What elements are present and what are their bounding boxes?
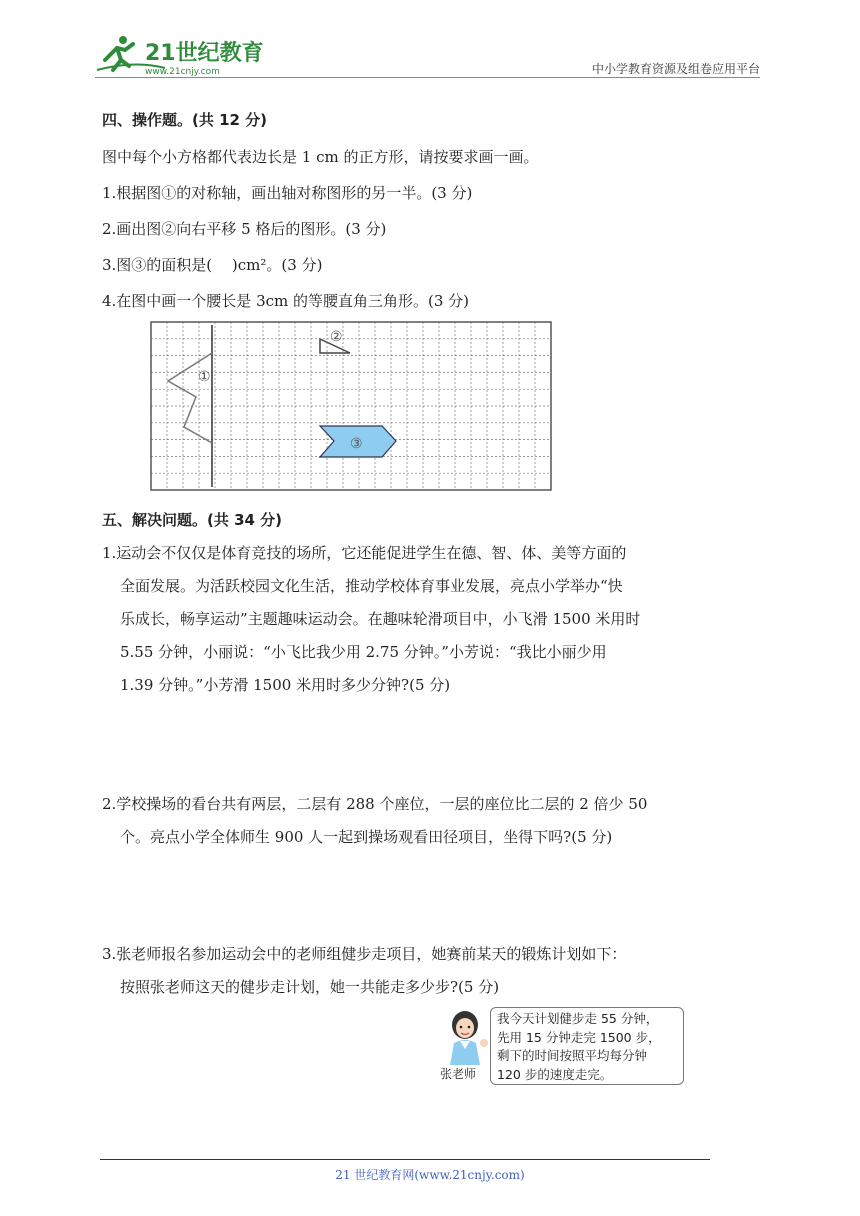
shape1-half xyxy=(168,353,212,443)
problem1-line1: 1.运动会不仅仅是体育竞技的场所，它还能促进学生在德、智、体、美等方面的 xyxy=(102,544,627,562)
problem-3 xyxy=(102,938,772,1004)
logo-21cnjy xyxy=(95,30,265,78)
page-header xyxy=(95,30,760,78)
problem1-line2: 全面发展。为活跃校园文化生活，推动学校体育事业发展，亮点小学举办“快 xyxy=(120,577,623,595)
problem-2 xyxy=(102,788,772,854)
bubble-line: 剩下的时间按照平均每分钟 xyxy=(497,1048,648,1063)
problem3-line2: 按照张老师这天的健步走计划，她一共能走多少步?(5 分) xyxy=(120,978,500,996)
problem3-line1: 3.张老师报名参加运动会中的老师组健步走项目，她赛前某天的锻炼计划如下： xyxy=(102,945,627,963)
problem2-line1: 2.学校操场的看台共有两层，二层有 288 个座位，一层的座位比二层的 2 倍少 50 xyxy=(102,795,648,813)
bubble-line: 先用 15 分钟走完 1500 步， xyxy=(497,1029,661,1045)
shape1-label: ① xyxy=(198,369,211,385)
problem1-line5: 1.39 分钟。”小芳滑 1500 米用时多少分钟?(5 分) xyxy=(120,676,451,694)
header-divider xyxy=(95,77,760,78)
shape3-label: ③ xyxy=(350,436,363,452)
teacher-avatar-icon xyxy=(440,1009,490,1065)
bubble-line: 120 步的速度走完。 xyxy=(497,1066,613,1082)
footer-text: 21 世纪教育网(www.21cnjy.com) xyxy=(335,1168,525,1182)
grid-figure xyxy=(150,321,552,491)
shape2-label: ② xyxy=(330,329,343,345)
problem-1 xyxy=(102,537,772,702)
bubble-line: 我今天计划健步走 55 分钟， xyxy=(497,1011,659,1026)
teacher-name: 张老师 xyxy=(440,1067,477,1081)
section4-title: 四、操作题。(共 12 分) xyxy=(102,111,268,129)
section5-title: 五、解决问题。(共 34 分) xyxy=(102,511,283,529)
grid-lines xyxy=(151,322,551,490)
teacher-illustration xyxy=(436,1007,686,1087)
section4-q3: 3.图③的面积是( )cm²。(3 分) xyxy=(102,256,323,274)
svg-text:21世纪教育: 21世纪教育 xyxy=(145,41,264,66)
problem1-line3: 乐成长，畅享运动”主题趣味运动会。在趣味轮滑项目中，小飞滑 1500 米用时 xyxy=(120,610,641,628)
header-right-text: 中小学教育资源及组卷应用平台 xyxy=(591,62,760,76)
section4-intro: 图中每个小方格都代表边长是 1 cm 的正方形，请按要求画一画。 xyxy=(102,148,539,166)
footer-divider xyxy=(100,1159,710,1160)
problem1-line4: 5.55 分钟，小丽说：“小飞比我少用 2.75 分钟。”小芳说：“我比小丽少用 xyxy=(120,643,607,661)
section4-q2: 2.画出图②向右平移 5 格后的图形。(3 分) xyxy=(102,220,387,238)
problem2-line2: 个。亮点小学全体师生 900 人一起到操场观看田径项目，坐得下吗?(5 分) xyxy=(120,828,613,846)
speech-bubble xyxy=(490,1007,684,1085)
section4-q4: 4.在图中画一个腰长是 3cm 的等腰直角三角形。(3 分) xyxy=(102,292,470,310)
section4-q1: 1.根据图①的对称轴，画出轴对称图形的另一半。(3 分) xyxy=(102,184,473,202)
svg-text:www.21cnjy.com: www.21cnjy.com xyxy=(145,67,220,77)
